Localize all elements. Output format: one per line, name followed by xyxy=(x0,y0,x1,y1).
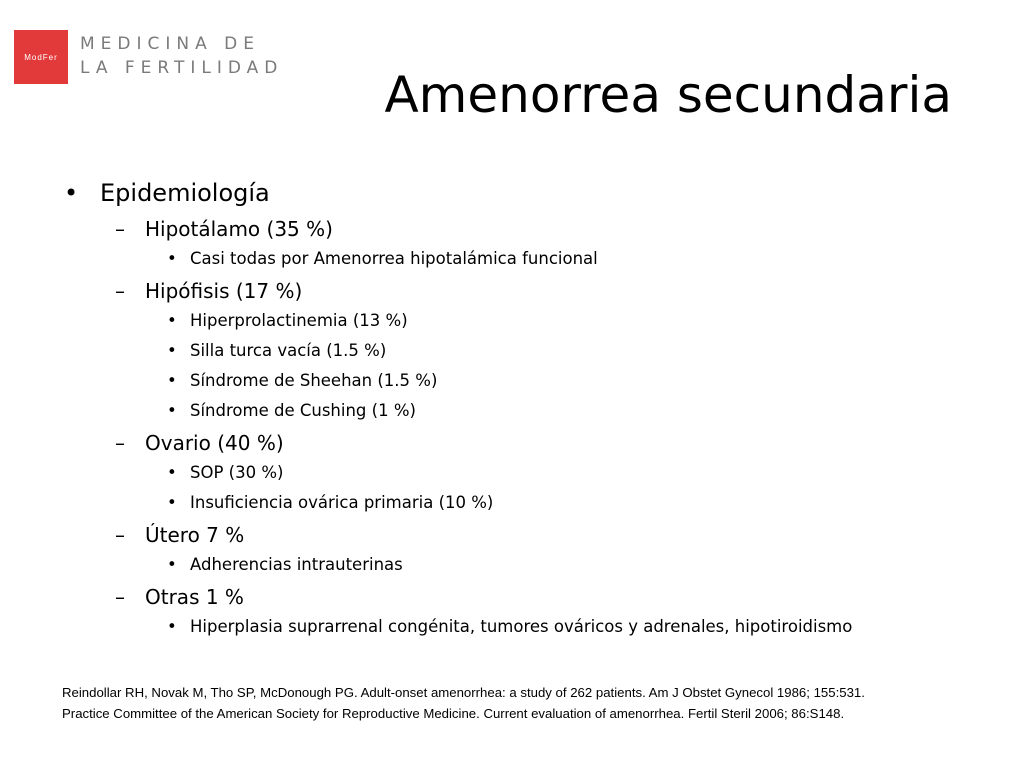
list-item: • Hiperplasia suprarrenal congénita, tumores ováricos y adrenales, hipotiroidismo xyxy=(190,615,890,638)
logo-wordmark xyxy=(80,32,283,80)
list-item: • Insuficiencia ovárica primaria (10 %) xyxy=(190,491,890,514)
subheading-utero: – Útero 7 % xyxy=(145,522,960,549)
logo-line-1: MEDICINA DE xyxy=(80,34,260,54)
slide-title: Amenorrea secundaria xyxy=(384,66,952,124)
subheading-hipotalamo: – Hipotálamo (35 %) xyxy=(145,216,960,243)
list-item: • Síndrome de Cushing (1 %) xyxy=(190,399,890,422)
list-item: • Silla turca vacía (1.5 %) xyxy=(190,339,890,362)
logo-badge: ModFer xyxy=(14,30,68,84)
subheading-ovario: – Ovario (40 %) xyxy=(145,430,960,457)
subheading-otras: – Otras 1 % xyxy=(145,584,960,611)
reference-item: Practice Committee of the American Society for Reproductive Medicine. Current evaluation of amenorrhea. Fertil Steril 2006; 86:S148. xyxy=(62,706,845,721)
reference-item: Reindollar RH, Novak M, Tho SP, McDonough PG. Adult-onset amenorrhea: a study of 262 patients. Am J Obstet Gynecol 1986; 155:531. xyxy=(62,685,865,700)
list-item: • Hiperprolactinemia (13 %) xyxy=(190,309,890,332)
list-item: • Casi todas por Amenorrea hipotalámica funcional xyxy=(190,247,890,270)
brand-logo xyxy=(14,30,283,84)
subheading-hipofisis: – Hipófisis (17 %) xyxy=(145,278,960,305)
list-item: • SOP (30 %) xyxy=(190,461,890,484)
references xyxy=(62,682,962,724)
slide-content xyxy=(60,178,960,645)
bullet-epidemiologia: • Epidemiología xyxy=(60,178,960,208)
logo-line-2: LA FERTILIDAD xyxy=(80,58,284,78)
list-item: • Adherencias intrauterinas xyxy=(190,553,890,576)
list-item: • Síndrome de Sheehan (1.5 %) xyxy=(190,369,890,392)
